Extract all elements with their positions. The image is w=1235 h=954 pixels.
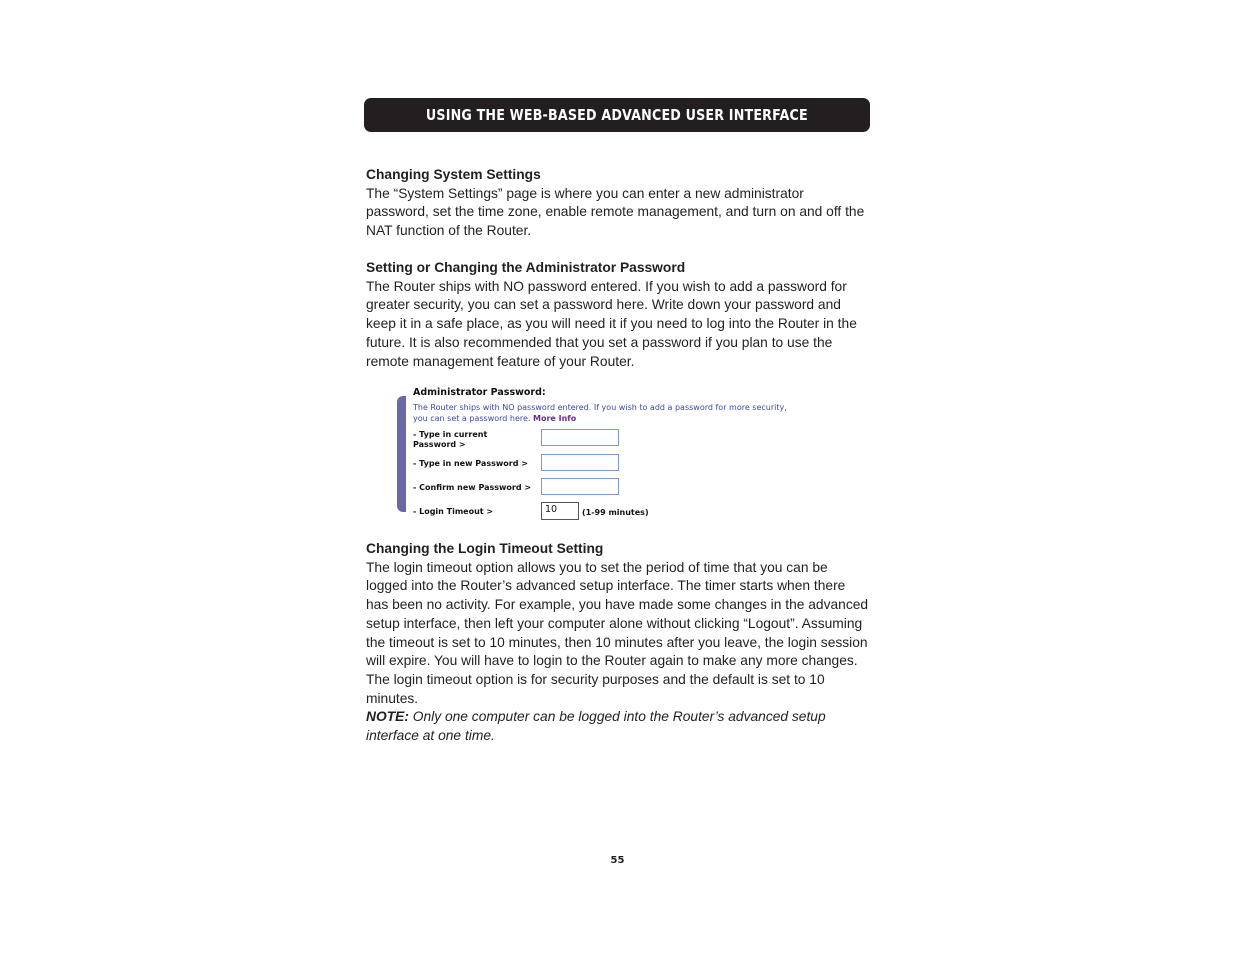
current-password-label [413, 430, 487, 450]
note-label: NOTE: [366, 709, 409, 725]
screenshot-description [413, 402, 793, 424]
current-password-label-line1: - Type in current [413, 430, 488, 439]
login-timeout-range: (1-99 minutes) [582, 508, 649, 517]
page-header-title: USING THE WEB-BASED ADVANCED USER INTERFACE [426, 106, 808, 124]
admin-password-heading: Setting or Changing the Administrator Password [366, 260, 686, 275]
confirm-password-label: - Confirm new Password > [413, 483, 532, 492]
admin-password-body: The Router ships with NO password entered. If you wish to add a password for greater security, you can set a password here. Write down your password and keep it in a safe place, as you will need it if you need to log into the Router in the future. It is also recommended that you set a password if you plan to use the remote management feature of your Router. [366, 278, 857, 369]
confirm-password-input[interactable] [541, 478, 619, 495]
login-timeout-section [366, 540, 870, 746]
login-timeout-input[interactable]: 10 [541, 502, 579, 520]
system-settings-body: The “System Settings” page is where you can enter a new administrator password, set the time zone, enable remote management, and turn on and off the NAT function of the Router. [366, 185, 865, 239]
page-header-banner [364, 98, 870, 132]
new-password-input[interactable] [541, 454, 619, 471]
new-password-label: - Type in new Password > [413, 459, 528, 468]
login-timeout-label: - Login Timeout > [413, 507, 494, 516]
page-number: 55 [610, 855, 625, 866]
login-timeout-body [366, 559, 870, 746]
screenshot-heading: Administrator Password: [413, 387, 546, 398]
login-timeout-body-text: The login timeout option allows you to set the period of time that you can be logged into the Router’s advanced setup interface. The timer starts when there has been no activity. For example, you have made some changes in the advanced setup interface, then left your computer alone without clicking “Logout”. Assuming the timeout is set to 10 minutes, then 10 minutes after you leave, the login session will expire. You will have to login to the Router again to make any more changes. The login timeout option is for security purposes and the default is set to 10 minutes. [366, 559, 869, 706]
current-password-label-line2: Password > [413, 440, 466, 449]
system-settings-heading: Changing System Settings [366, 167, 541, 182]
screenshot-side-bar [397, 396, 406, 512]
screenshot-description-text: The Router ships with NO password entered. If you wish to add a password for more security, you can set a password here. [413, 403, 787, 423]
admin-password-screenshot [394, 384, 794, 524]
login-timeout-heading: Changing the Login Timeout Setting [366, 541, 604, 556]
current-password-input[interactable] [541, 429, 619, 446]
system-settings-section [366, 166, 870, 241]
admin-password-section [366, 259, 870, 371]
note-body: Only one computer can be logged into the Router’s advanced setup interface at one time. [366, 709, 826, 744]
more-info-link[interactable]: More Info [533, 414, 577, 423]
